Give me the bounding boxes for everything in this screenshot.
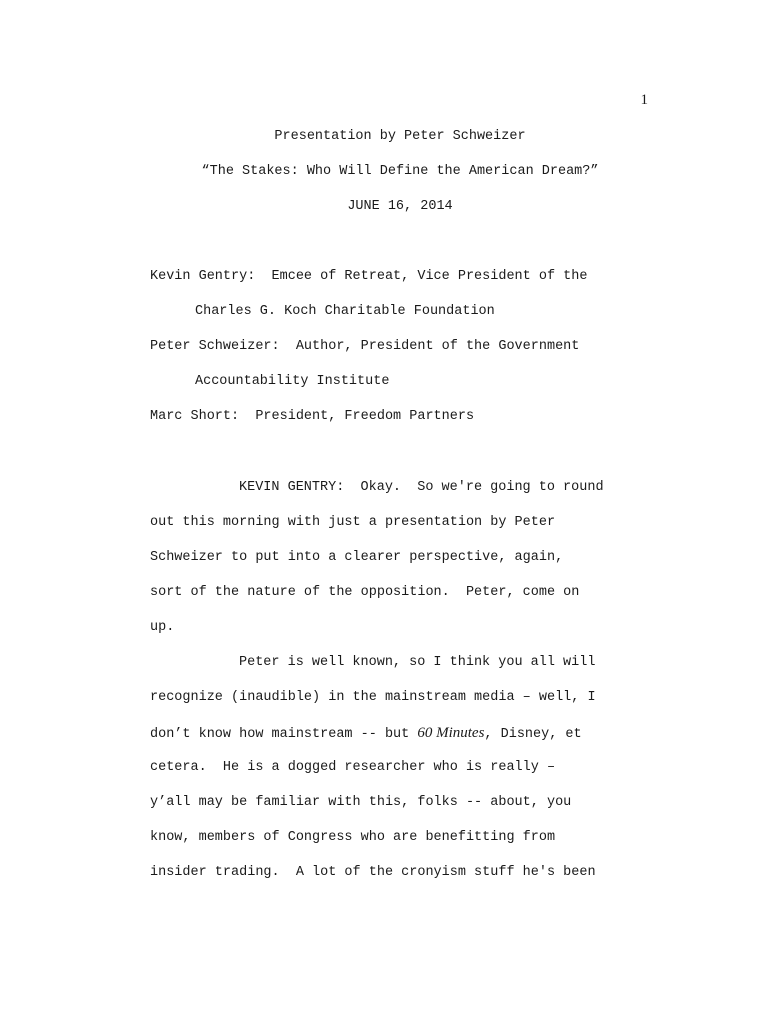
- document-date: JUNE 16, 2014: [347, 199, 453, 214]
- body-text-segment: , Disney, et: [484, 727, 582, 742]
- body-line: Schweizer to put into a clearer perspective, again,: [150, 550, 564, 565]
- body-line: y’all may be familiar with this, folks -- about, you: [150, 795, 572, 810]
- speaker-3-line-1: Marc Short: President, Freedom Partners: [150, 409, 475, 424]
- speaker-2-line-2: Accountability Institute: [195, 374, 390, 389]
- body-line: recognize (inaudible) in the mainstream media – well, I: [150, 690, 596, 705]
- page-number: 1: [640, 92, 648, 108]
- body-line: out this morning with just a presentation by Peter: [150, 515, 556, 530]
- body-line: know, members of Congress who are benefitting from: [150, 830, 556, 845]
- body-line: sort of the nature of the opposition. Peter, come on: [150, 585, 580, 600]
- body-line: KEVIN GENTRY: Okay. So we're going to round: [239, 480, 604, 495]
- body-text-segment: don’t know how mainstream -- but: [150, 727, 418, 742]
- body-line: cetera. He is a dogged researcher who is really –: [150, 760, 556, 775]
- speaker-1-line-2: Charles G. Koch Charitable Foundation: [195, 304, 495, 319]
- speaker-1-line-1: Kevin Gentry: Emcee of Retreat, Vice President of the: [150, 269, 588, 284]
- italic-title: 60 Minutes: [417, 725, 485, 741]
- speaker-2-line-1: Peter Schweizer: Author, President of the Government: [150, 339, 580, 354]
- document-title: Presentation by Peter Schweizer: [274, 129, 526, 144]
- body-line: insider trading. A lot of the cronyism stuff he's been: [150, 865, 596, 880]
- body-line: Peter is well known, so I think you all will: [239, 655, 596, 670]
- body-line: up.: [150, 620, 175, 635]
- body-line: [150, 723, 582, 745]
- document-subtitle: “The Stakes: Who Will Define the American Dream?”: [201, 164, 599, 179]
